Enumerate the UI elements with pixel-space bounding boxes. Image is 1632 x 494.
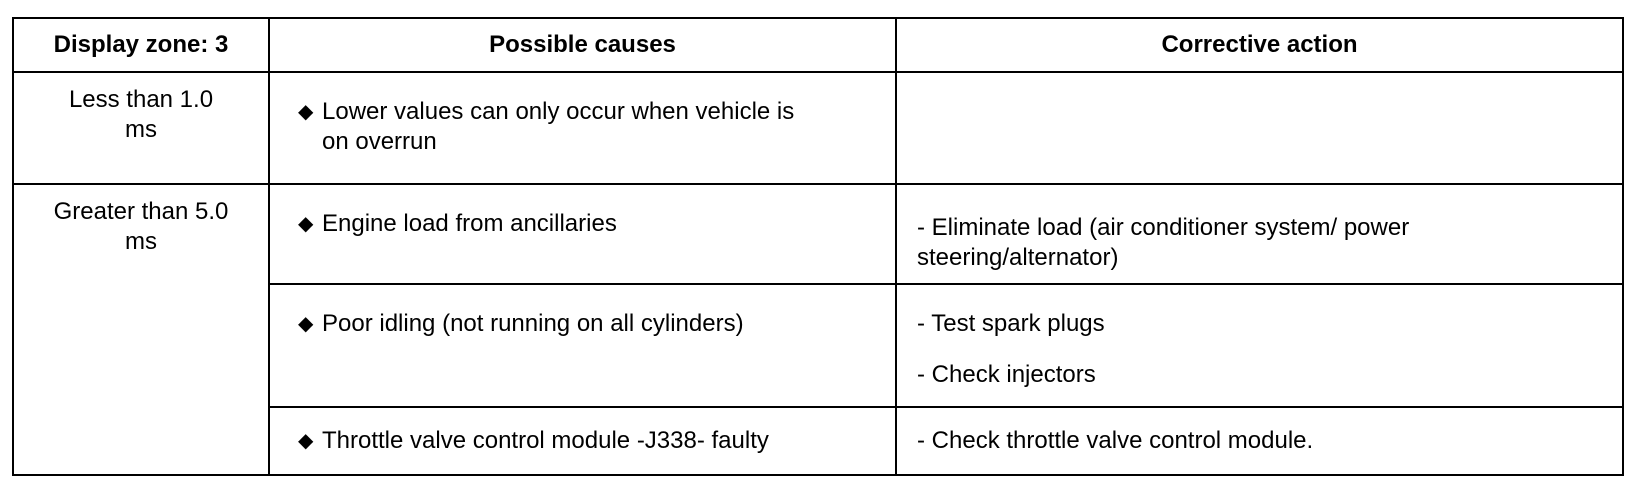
diagnostic-table [12,17,1624,476]
header-corrective-action: Corrective action [896,18,1623,72]
diamond-bullet-icon: ◆ [298,313,314,335]
cause-cell [269,284,896,407]
cause-cell [269,407,896,475]
action-cell [896,184,1623,284]
cause-text: on overrun [322,128,437,155]
table-row [13,184,1623,284]
cause-text: Throttle valve control module -J338- faulty [322,427,769,454]
action-cell [896,72,1623,184]
table-header-row [13,18,1623,72]
action-cell [896,407,1623,475]
cause-cell [269,72,896,184]
zone-text: Greater than 5.0 [53,198,229,225]
action-cell [896,284,1623,407]
cause-text: Lower values can only occur when vehicle is [322,98,795,125]
header-possible-causes: Possible causes [269,18,896,72]
zone-text: ms [125,116,157,143]
action-text: - Check injectors [917,361,1096,388]
zone-text: ms [125,228,157,255]
action-text: - Check throttle valve control module. [917,427,1314,454]
zone-text: Less than 1.0 [68,86,214,113]
header-display-zone: Display zone: 3 [13,18,269,72]
cause-text: Engine load from ancillaries [322,210,617,237]
cause-text: Poor idling (not running on all cylinders) [322,310,744,337]
diamond-bullet-icon: ◆ [298,213,314,235]
diamond-bullet-icon: ◆ [298,101,314,123]
cause-cell [269,184,896,284]
table-row [13,72,1623,184]
zone-cell [13,72,269,184]
zone-cell [13,184,269,475]
action-text: steering/alternator) [917,244,1119,271]
action-text: - Test spark plugs [917,310,1105,337]
action-text: - Eliminate load (air conditioner system/ power [917,214,1410,241]
diagnostic-table-container [12,17,1622,476]
diamond-bullet-icon: ◆ [298,430,314,452]
